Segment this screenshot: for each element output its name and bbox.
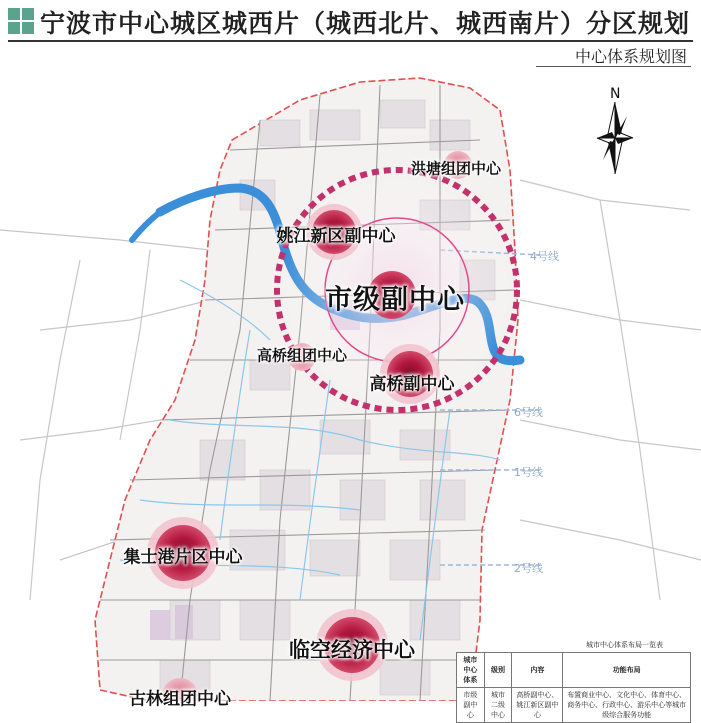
page-title: 宁波市中心城区城西片（城西北片、城西南片）分区规划 xyxy=(40,9,691,38)
legend-table xyxy=(456,652,691,723)
legend-cell: 高桥副中心、姚江新区副中心 xyxy=(512,688,563,723)
legend-header: 功能布局 xyxy=(563,653,691,688)
legend-header: 城市中心体系 xyxy=(457,653,485,688)
header xyxy=(0,0,701,70)
title-divider xyxy=(8,40,693,42)
subtitle-underline xyxy=(536,66,691,67)
legend-title: 城市中心体系布局一览表 xyxy=(586,641,663,649)
north-label: N xyxy=(610,86,621,102)
label-gulin: 古林组团中心 xyxy=(129,689,231,710)
legend-cell: 市级副中心 xyxy=(457,688,485,723)
table-row xyxy=(457,688,691,723)
compass-rose-icon xyxy=(597,102,633,174)
metro-label-4: 4号线 xyxy=(530,250,559,263)
label-hongtang: 洪塘组团中心 xyxy=(410,159,502,178)
label-yaojiang: 姚江新区副中心 xyxy=(276,226,396,247)
legend-cell: 布置商业中心、文化中心、体育中心、商务中心、行政中心、游乐中心等城市级综合服务功能 xyxy=(563,688,691,723)
legend-header: 级别 xyxy=(484,653,512,688)
label-jishigang: 集士港片区中心 xyxy=(123,547,243,568)
label-city-center: 市级副中心 xyxy=(325,284,465,316)
metro-label-6: 6号线 xyxy=(514,406,543,419)
map-subtitle: 中心体系规划图 xyxy=(574,47,687,66)
metro-label-2: 2号线 xyxy=(514,562,543,575)
title-marker-icon xyxy=(8,8,34,34)
label-gaoqiao-sub: 高桥副中心 xyxy=(369,374,455,395)
legend-header-row xyxy=(457,653,691,688)
legend-header: 内容 xyxy=(512,653,563,688)
label-linkong: 临空经济中心 xyxy=(289,638,415,662)
label-gaoqiao-group: 高桥组团中心 xyxy=(256,346,348,365)
metro-label-1: 1号线 xyxy=(514,466,543,479)
river-branch xyxy=(132,212,160,240)
legend-cell: 城市二级中心 xyxy=(484,688,512,723)
